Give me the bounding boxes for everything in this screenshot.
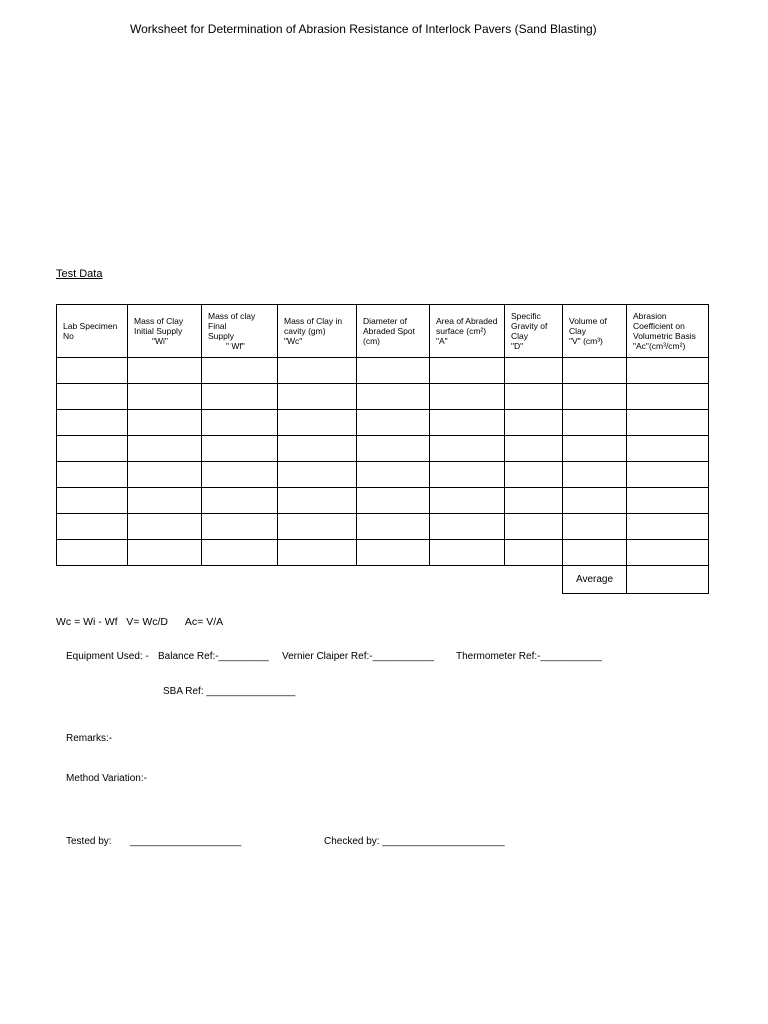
cell-diameter[interactable] [357,410,430,436]
cell-mass-final[interactable] [202,436,278,462]
cell-mass-cavity[interactable] [278,410,357,436]
cell-abrasion-coefficient[interactable] [627,410,709,436]
table-row [57,384,709,410]
cell-volume[interactable] [563,358,627,384]
cell-mass-initial[interactable] [128,358,202,384]
table-header-row [57,305,709,358]
cell-abrasion-coefficient[interactable] [627,384,709,410]
cell-specific-gravity[interactable] [505,384,563,410]
worksheet-title: Worksheet for Determination of Abrasion Resistance of Interlock Pavers (Sand Blasting) [130,22,597,36]
method-variation-label: Method Variation:- [66,773,147,784]
cell-lab-specimen[interactable] [57,358,128,384]
tested-by-label: Tested by: [66,836,112,847]
header-lab-specimen: Lab Specimen No [57,305,128,358]
table-row [57,358,709,384]
equipment-label: Equipment Used: - [66,651,149,662]
thermometer-ref-field[interactable]: Thermometer Ref:-___________ [456,651,602,662]
sba-ref-field[interactable]: SBA Ref: ________________ [163,686,296,697]
cell-diameter[interactable] [357,514,430,540]
cell-volume[interactable] [563,384,627,410]
cell-volume[interactable] [563,410,627,436]
cell-lab-specimen[interactable] [57,384,128,410]
cell-abrasion-coefficient[interactable] [627,358,709,384]
cell-abrasion-coefficient[interactable] [627,436,709,462]
cell-mass-cavity[interactable] [278,436,357,462]
header-abrasion-coefficient: Abrasion Coefficient on Volumetric Basis "Ac"(cm³/cm²) [627,305,709,358]
cell-area[interactable] [430,514,505,540]
cell-mass-cavity[interactable] [278,540,357,566]
table-row [57,488,709,514]
table-row [57,436,709,462]
cell-mass-final[interactable] [202,462,278,488]
cell-area[interactable] [430,384,505,410]
cell-diameter[interactable] [357,384,430,410]
cell-area[interactable] [430,436,505,462]
cell-area[interactable] [430,358,505,384]
header-mass-cavity: Mass of Clay in cavity (gm) "Wc" [278,305,357,358]
cell-mass-cavity[interactable] [278,488,357,514]
test-data-table [56,304,709,594]
cell-specific-gravity[interactable] [505,488,563,514]
tested-by-field[interactable]: ____________________ [130,836,242,847]
cell-volume[interactable] [563,514,627,540]
cell-volume[interactable] [563,488,627,514]
cell-mass-initial[interactable] [128,436,202,462]
table-row [57,410,709,436]
cell-mass-final[interactable] [202,540,278,566]
cell-mass-final[interactable] [202,384,278,410]
cell-lab-specimen[interactable] [57,540,128,566]
cell-mass-final[interactable] [202,358,278,384]
cell-abrasion-coefficient[interactable] [627,462,709,488]
cell-specific-gravity[interactable] [505,436,563,462]
header-mass-final: Mass of clay Final Supply " Wf" [202,305,278,358]
cell-mass-initial[interactable] [128,384,202,410]
cell-specific-gravity[interactable] [505,514,563,540]
header-diameter: Diameter of Abraded Spot (cm) [357,305,430,358]
cell-volume[interactable] [563,436,627,462]
cell-mass-cavity[interactable] [278,514,357,540]
balance-ref-field[interactable]: Balance Ref:-_________ [158,651,269,662]
cell-mass-final[interactable] [202,514,278,540]
cell-lab-specimen[interactable] [57,488,128,514]
average-label: Average [563,566,627,594]
cell-specific-gravity[interactable] [505,462,563,488]
vernier-ref-field[interactable]: Vernier Claiper Ref:-___________ [282,651,434,662]
cell-diameter[interactable] [357,462,430,488]
header-area: Area of Abraded surface (cm²) "A" [430,305,505,358]
cell-mass-cavity[interactable] [278,384,357,410]
header-volume: Volume of Clay "V" (cm³) [563,305,627,358]
average-row [57,566,709,594]
remarks-label: Remarks:- [66,733,113,744]
table-row [57,462,709,488]
cell-lab-specimen[interactable] [57,436,128,462]
cell-mass-initial[interactable] [128,514,202,540]
cell-mass-cavity[interactable] [278,462,357,488]
cell-specific-gravity[interactable] [505,540,563,566]
cell-diameter[interactable] [357,358,430,384]
header-specific-gravity: Specific Gravity of Clay "D" [505,305,563,358]
average-row-spacer [57,566,563,594]
cell-specific-gravity[interactable] [505,358,563,384]
cell-specific-gravity[interactable] [505,410,563,436]
average-value-cell[interactable] [627,566,709,594]
cell-diameter[interactable] [357,436,430,462]
cell-area[interactable] [430,540,505,566]
cell-area[interactable] [430,488,505,514]
cell-mass-initial[interactable] [128,462,202,488]
table-row [57,540,709,566]
cell-diameter[interactable] [357,488,430,514]
cell-diameter[interactable] [357,540,430,566]
cell-area[interactable] [430,462,505,488]
cell-lab-specimen[interactable] [57,410,128,436]
test-data-heading: Test Data [56,268,103,280]
cell-area[interactable] [430,410,505,436]
formula-line: Wc = Wi - Wf V= Wc/D Ac= V/A [56,616,224,628]
cell-volume[interactable] [563,462,627,488]
cell-abrasion-coefficient[interactable] [627,540,709,566]
cell-mass-final[interactable] [202,410,278,436]
cell-lab-specimen[interactable] [57,462,128,488]
table-row [57,514,709,540]
cell-lab-specimen[interactable] [57,514,128,540]
cell-mass-cavity[interactable] [278,358,357,384]
cell-mass-initial[interactable] [128,488,202,514]
cell-mass-initial[interactable] [128,540,202,566]
cell-mass-final[interactable] [202,488,278,514]
cell-volume[interactable] [563,540,627,566]
cell-abrasion-coefficient[interactable] [627,514,709,540]
header-mass-initial: Mass of Clay Initial Supply "Wi" [128,305,202,358]
cell-mass-initial[interactable] [128,410,202,436]
cell-abrasion-coefficient[interactable] [627,488,709,514]
checked-by-field[interactable]: Checked by: ______________________ [324,836,505,847]
